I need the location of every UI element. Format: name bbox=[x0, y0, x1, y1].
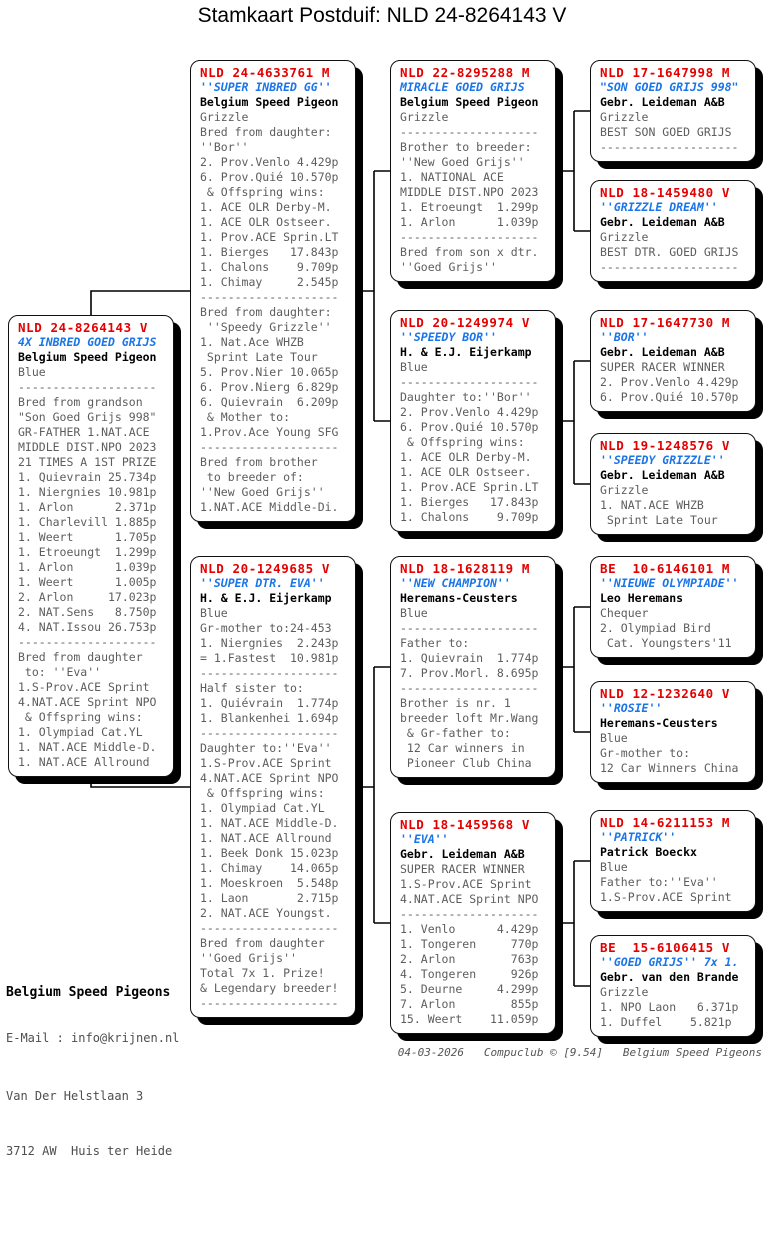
pigeon-name: ''ROSIE'' bbox=[600, 701, 663, 715]
breeder-name: Gebr. Leideman A&B bbox=[400, 847, 525, 861]
pigeon-name: ''EVA'' bbox=[400, 832, 449, 846]
pedigree-line: -------------------- bbox=[200, 440, 339, 454]
pedigree-line: -------------------- bbox=[200, 726, 339, 740]
contact-address-line2: 3712 AW Huis ter Heide bbox=[6, 1144, 173, 1158]
pedigree-line: 4.NAT.ACE Sprint NPO bbox=[200, 771, 339, 785]
pedigree-line: 1. Chimay 14.065p bbox=[200, 861, 339, 875]
pedigree-line: 1. Arlon 1.039p bbox=[18, 560, 157, 574]
pedigree-line: 2. NAT.Sens 8.750p bbox=[18, 605, 157, 619]
pedigree-line: 7. Prov.Morl. 8.695p bbox=[400, 666, 539, 680]
pedigree-line: 1. Weert 1.005p bbox=[18, 575, 157, 589]
pedigree-line: -------------------- bbox=[400, 375, 539, 389]
pedigree-line: 15. Weert 11.059p bbox=[400, 1012, 539, 1026]
pedigree-line: 1. Etroeungt 1.299p bbox=[400, 200, 539, 214]
pedigree-line: 5. Deurne 4.299p bbox=[400, 982, 539, 996]
pedigree-line: Chequer bbox=[600, 606, 649, 620]
pedigree-line: 12 Car Winners China bbox=[600, 761, 739, 775]
pedigree-line: 1. Tongeren 770p bbox=[400, 937, 539, 951]
ring-id: NLD 22-8295288 M bbox=[400, 65, 531, 80]
pedigree-line: 1. Bierges 17.843p bbox=[400, 495, 539, 509]
pedigree-line: Blue bbox=[200, 606, 228, 620]
pedigree-box-dam bbox=[190, 556, 356, 1018]
breeder-name: Gebr. Leideman A&B bbox=[600, 345, 725, 359]
breeder-name: Belgium Speed Pigeon bbox=[200, 95, 339, 109]
pedigree-line: "Son Goed Grijs 998" bbox=[18, 410, 157, 424]
pedigree-line: 1. Chimay 2.545p bbox=[200, 275, 339, 289]
ring-id: NLD 18-1459568 V bbox=[400, 817, 531, 832]
pedigree-line: 1. Prov.ACE Sprin.LT bbox=[400, 480, 539, 494]
pedigree-line: Blue bbox=[400, 606, 428, 620]
pedigree-line: 1. Chalons 9.709p bbox=[200, 260, 339, 274]
pedigree-line: 1.S-Prov.ACE Sprint bbox=[200, 756, 332, 770]
pedigree-line: 2. Prov.Venlo 4.429p bbox=[400, 405, 539, 419]
pedigree-line: SUPER RACER WINNER bbox=[400, 862, 525, 876]
pedigree-line: 12 Car winners in bbox=[400, 741, 525, 755]
pedigree-line: 1. Laon 2.715p bbox=[200, 891, 339, 905]
pedigree-line: Half sister to: bbox=[200, 681, 304, 695]
pedigree-box-dam_sire bbox=[390, 556, 556, 778]
pedigree-line: Bred from grandson bbox=[18, 395, 143, 409]
pigeon-name: ''SPEEDY BOR'' bbox=[400, 330, 497, 344]
pedigree-line: Brother is nr. 1 bbox=[400, 696, 511, 710]
pedigree-line: Bred from daughter: bbox=[200, 305, 332, 319]
pedigree-line: -------------------- bbox=[600, 140, 739, 154]
pedigree-line: 2. Arlon 17.023p bbox=[18, 590, 157, 604]
pigeon-name: ''SUPER INBRED GG'' bbox=[200, 80, 332, 94]
pedigree-box-ds_dam bbox=[590, 681, 756, 783]
ring-id: NLD 14-6211153 M bbox=[600, 815, 731, 830]
ring-id: NLD 17-1647730 M bbox=[600, 315, 731, 330]
pedigree-line: Sprint Late Tour bbox=[200, 350, 318, 364]
pedigree-line: 1. ACE OLR Derby-M. bbox=[200, 200, 332, 214]
pedigree-line: 4. Tongeren 926p bbox=[400, 967, 539, 981]
pedigree-line: 6. Prov.Quié 10.570p bbox=[400, 420, 539, 434]
pedigree-line: MIDDLE DIST.NPO 2023 bbox=[18, 440, 157, 454]
pedigree-line: Total 7x 1. Prize! bbox=[200, 966, 325, 980]
breeder-name: Patrick Boeckx bbox=[600, 845, 697, 859]
pedigree-line: 1. Prov.ACE Sprin.LT bbox=[200, 230, 339, 244]
pedigree-line: 6. Prov.Quié 10.570p bbox=[200, 170, 339, 184]
contact-name: Belgium Speed Pigeons bbox=[6, 985, 171, 1000]
footer-note: 04-03-2026 Compuclub © [9.54] Belgium Speed Pigeons bbox=[397, 1046, 762, 1059]
pigeon-name: ''SUPER DTR. EVA'' bbox=[200, 576, 325, 590]
ring-id: NLD 24-8264143 V bbox=[18, 320, 149, 335]
ring-id: NLD 18-1628119 M bbox=[400, 561, 531, 576]
breeder-name: Heremans-Ceusters bbox=[600, 716, 718, 730]
breeder-name: Gebr. van den Brande bbox=[600, 970, 739, 984]
pedigree-line: Grizzle bbox=[600, 230, 649, 244]
pedigree-line: 4. NAT.Issou 26.753p bbox=[18, 620, 157, 634]
pedigree-line: -------------------- bbox=[200, 290, 339, 304]
pedigree-line: 21 TIMES A 1ST PRIZE bbox=[18, 455, 157, 469]
pedigree-line: ''Goed Grijs'' bbox=[400, 260, 497, 274]
breeder-name: H. & E.J. Eijerkamp bbox=[200, 591, 332, 605]
pedigree-line: 1. Nat.Ace WHZB bbox=[200, 335, 304, 349]
pedigree-line: -------------------- bbox=[18, 380, 157, 394]
pedigree-line: 1. NAT.ACE WHZB bbox=[600, 498, 704, 512]
pedigree-line: Cat. Youngsters'11 bbox=[600, 636, 732, 650]
pedigree-line: 6. Prov.Nierg 6.829p bbox=[200, 380, 339, 394]
pedigree-line: 2. Prov.Venlo 4.429p bbox=[200, 155, 339, 169]
pedigree-box-sd_dam bbox=[590, 433, 756, 535]
pedigree-line: Daughter to:''Bor'' bbox=[400, 390, 532, 404]
pigeon-name: ''GRIZZLE DREAM'' bbox=[600, 200, 718, 214]
contact-address-line1: Van Der Helstlaan 3 bbox=[6, 1089, 144, 1103]
pedigree-line: 1. Duffel 5.821p bbox=[600, 1015, 732, 1029]
pedigree-line: 2. Olympiad Bird bbox=[600, 621, 711, 635]
pedigree-line: ''Bor'' bbox=[200, 140, 249, 154]
pedigree-line: & Offspring wins: bbox=[200, 786, 325, 800]
pedigree-line: 1.S-Prov.ACE Sprint bbox=[18, 680, 150, 694]
pedigree-line: Sprint Late Tour bbox=[600, 513, 718, 527]
pedigree-line: & Legendary breeder! bbox=[200, 981, 339, 995]
breeder-name: Gebr. Leideman A&B bbox=[600, 468, 725, 482]
pedigree-line: = 1.Fastest 10.981p bbox=[200, 651, 339, 665]
pedigree-line: to breeder of: bbox=[200, 470, 304, 484]
pedigree-line: Father to:''Eva'' bbox=[600, 875, 718, 889]
pedigree-line: -------------------- bbox=[400, 907, 539, 921]
pigeon-name: "SON GOED GRIJS 998" bbox=[600, 80, 739, 94]
pedigree-line: ''Speedy Grizzle'' bbox=[200, 320, 332, 334]
ring-id: BE 10-6146101 M bbox=[600, 561, 731, 576]
pedigree-box-subject bbox=[8, 315, 174, 777]
pedigree-line: -------------------- bbox=[400, 230, 539, 244]
contact-address bbox=[6, 1050, 172, 1198]
pigeon-name: 4X INBRED GOED GRIJS bbox=[18, 335, 157, 349]
pedigree-line: Father to: bbox=[400, 636, 470, 650]
pedigree-box-dd_dam bbox=[590, 935, 756, 1037]
breeder-name: H. & E.J. Eijerkamp bbox=[400, 345, 532, 359]
pedigree-line: -------------------- bbox=[400, 125, 539, 139]
pedigree-box-sire_sire bbox=[390, 60, 556, 282]
pedigree-line: 1.S-Prov.ACE Sprint bbox=[400, 877, 532, 891]
pedigree-line: Brother to breeder: bbox=[400, 140, 532, 154]
pigeon-name: ''NEW CHAMPION'' bbox=[400, 576, 511, 590]
breeder-name: Heremans-Ceusters bbox=[400, 591, 518, 605]
contact-email: E-Mail : info@krijnen.nl bbox=[6, 1031, 180, 1045]
pedigree-line: 1. NAT.ACE Allround bbox=[18, 755, 150, 769]
pedigree-line: BEST SON GOED GRIJS bbox=[600, 125, 732, 139]
pedigree-line: Grizzle bbox=[600, 483, 649, 497]
pedigree-line: 1. Moeskroen 5.548p bbox=[200, 876, 339, 890]
pedigree-line: & Gr-father to: bbox=[400, 726, 511, 740]
pedigree-line: 1. Olympiad Cat.YL bbox=[18, 725, 143, 739]
pedigree-line: BEST DTR. GOED GRIJS bbox=[600, 245, 739, 259]
pigeon-name: ''GOED GRIJS'' 7x 1. bbox=[600, 955, 739, 969]
pedigree-line: -------------------- bbox=[400, 681, 539, 695]
pedigree-line: SUPER RACER WINNER bbox=[600, 360, 725, 374]
breeder-name: Gebr. Leideman A&B bbox=[600, 215, 725, 229]
pedigree-line: & Offspring wins: bbox=[200, 185, 325, 199]
pedigree-line: GR-FATHER 1.NAT.ACE bbox=[18, 425, 150, 439]
pedigree-line: ''Goed Grijs'' bbox=[200, 951, 297, 965]
pedigree-line: & Offspring wins: bbox=[18, 710, 143, 724]
pedigree-line: -------------------- bbox=[400, 621, 539, 635]
pedigree-line: & Mother to: bbox=[200, 410, 291, 424]
pedigree-line: Grizzle bbox=[600, 985, 649, 999]
pedigree-line: -------------------- bbox=[200, 666, 339, 680]
pedigree-line: 2. NAT.ACE Youngst. bbox=[200, 906, 332, 920]
pedigree-line: 6. Quievrain 6.209p bbox=[200, 395, 339, 409]
pedigree-line: 1. ACE OLR Ostseer. bbox=[200, 215, 332, 229]
pedigree-line: 7. Arlon 855p bbox=[400, 997, 539, 1011]
breeder-name: Belgium Speed Pigeon bbox=[18, 350, 157, 364]
pedigree-line: Daughter to:''Eva'' bbox=[200, 741, 332, 755]
pedigree-box-sire_dam bbox=[390, 310, 556, 532]
pedigree-line: 4.NAT.ACE Sprint NPO bbox=[18, 695, 157, 709]
pedigree-line: Blue bbox=[600, 731, 628, 745]
pedigree-line: 1. Venlo 4.429p bbox=[400, 922, 539, 936]
pedigree-line: 1. NATIONAL ACE bbox=[400, 170, 504, 184]
pedigree-line: ''New Goed Grijs'' bbox=[400, 155, 525, 169]
pedigree-line: 1.NAT.ACE Middle-Di. bbox=[200, 500, 339, 514]
pedigree-line: 1. Quievrain 25.734p bbox=[18, 470, 157, 484]
pedigree-line: -------------------- bbox=[200, 921, 339, 935]
pedigree-line: 1. ACE OLR Ostseer. bbox=[400, 465, 532, 479]
pedigree-line: 1. NAT.ACE Middle-D. bbox=[200, 816, 339, 830]
page-title: Stamkaart Postduif: NLD 24-8264143 V bbox=[197, 4, 567, 27]
pedigree-line: Gr-mother to:24-453 bbox=[200, 621, 332, 635]
ring-id: BE 15-6106415 V bbox=[600, 940, 731, 955]
ring-id: NLD 20-1249685 V bbox=[200, 561, 331, 576]
pedigree-line: 1. Charlevill 1.885p bbox=[18, 515, 157, 529]
pigeon-name: MIRACLE GOED GRIJS bbox=[400, 80, 525, 94]
ring-id: NLD 18-1459480 V bbox=[600, 185, 731, 200]
pedigree-line: Grizzle bbox=[600, 110, 649, 124]
contact-block bbox=[6, 947, 172, 1236]
pedigree-line: Pioneer Club China bbox=[400, 756, 532, 770]
pedigree-line: 1. Weert 1.705p bbox=[18, 530, 157, 544]
pedigree-box-dam_dam bbox=[390, 812, 556, 1034]
pedigree-box-sd_sire bbox=[590, 310, 756, 412]
pedigree-line: Grizzle bbox=[400, 110, 449, 124]
pedigree-line: 1. Beek Donk 15.023p bbox=[200, 846, 339, 860]
pedigree-line: 6. Prov.Quié 10.570p bbox=[600, 390, 739, 404]
ring-id: NLD 12-1232640 V bbox=[600, 686, 731, 701]
pedigree-box-ds_sire bbox=[590, 556, 756, 658]
breeder-name: Gebr. Leideman A&B bbox=[600, 95, 725, 109]
pedigree-line: & Offspring wins: bbox=[400, 435, 525, 449]
pedigree-line: 1. Niergnies 10.981p bbox=[18, 485, 157, 499]
pedigree-line: 1. Chalons 9.709p bbox=[400, 510, 539, 524]
pedigree-line: 1. Arlon 1.039p bbox=[400, 215, 539, 229]
pedigree-line: Bred from daughter bbox=[18, 650, 143, 664]
pedigree-line: Blue bbox=[600, 860, 628, 874]
pedigree-line: -------------------- bbox=[600, 260, 739, 274]
ring-id: NLD 17-1647998 M bbox=[600, 65, 731, 80]
pedigree-line: Grizzle bbox=[200, 110, 249, 124]
pedigree-box-sire bbox=[190, 60, 356, 522]
pigeon-name: ''BOR'' bbox=[600, 330, 649, 344]
pedigree-line: 1. Quiévrain 1.774p bbox=[200, 696, 339, 710]
pedigree-line: Gr-mother to: bbox=[600, 746, 691, 760]
pedigree-line: to: ''Eva'' bbox=[18, 665, 102, 679]
breeder-name: Leo Heremans bbox=[600, 591, 684, 605]
pedigree-line: 1. ACE OLR Derby-M. bbox=[400, 450, 532, 464]
pedigree-line: -------------------- bbox=[18, 635, 157, 649]
pedigree-line: 1. NPO Laon 6.371p bbox=[600, 1000, 739, 1014]
pedigree-line: 1. Etroeungt 1.299p bbox=[18, 545, 157, 559]
pedigree-line: MIDDLE DIST.NPO 2023 bbox=[400, 185, 539, 199]
pedigree-line: 1.S-Prov.ACE Sprint bbox=[600, 890, 732, 904]
pigeon-name: ''PATRICK'' bbox=[600, 830, 677, 844]
pedigree-line: 1. NAT.ACE Allround bbox=[200, 831, 332, 845]
pedigree-box-ss_sire bbox=[590, 60, 756, 162]
pedigree-line: 1. Arlon 2.371p bbox=[18, 500, 157, 514]
pedigree-line: 4.NAT.ACE Sprint NPO bbox=[400, 892, 539, 906]
pedigree-box-dd_sire bbox=[590, 810, 756, 912]
pedigree-line: 1. NAT.ACE Middle-D. bbox=[18, 740, 157, 754]
pedigree-line: 1. Blankenhei 1.694p bbox=[200, 711, 339, 725]
pedigree-line: Blue bbox=[400, 360, 428, 374]
ring-id: NLD 24-4633761 M bbox=[200, 65, 331, 80]
pedigree-line: 1. Niergnies 2.243p bbox=[200, 636, 339, 650]
pedigree-line: Bred from daughter bbox=[200, 936, 325, 950]
pedigree-line: 1.Prov.Ace Young SFG bbox=[200, 425, 339, 439]
pedigree-line: ''New Goed Grijs'' bbox=[200, 485, 325, 499]
pedigree-line: Bred from son x dtr. bbox=[400, 245, 539, 259]
pedigree-line: -------------------- bbox=[200, 996, 339, 1010]
ring-id: NLD 20-1249974 V bbox=[400, 315, 531, 330]
pedigree-box-ss_dam bbox=[590, 180, 756, 282]
pigeon-name: ''NIEUWE OLYMPIADE'' bbox=[600, 576, 739, 590]
pedigree-line: Bred from daughter: bbox=[200, 125, 332, 139]
breeder-name: Belgium Speed Pigeon bbox=[400, 95, 539, 109]
pigeon-name: ''SPEEDY GRIZZLE'' bbox=[600, 453, 725, 467]
pedigree-line: 1. Quievrain 1.774p bbox=[400, 651, 539, 665]
pedigree-line: Bred from brother bbox=[200, 455, 318, 469]
pedigree-line: Blue bbox=[18, 365, 46, 379]
pedigree-line: 1. Bierges 17.843p bbox=[200, 245, 339, 259]
pedigree-line: 5. Prov.Nier 10.065p bbox=[200, 365, 339, 379]
ring-id: NLD 19-1248576 V bbox=[600, 438, 731, 453]
pedigree-line: 1. Olympiad Cat.YL bbox=[200, 801, 325, 815]
pedigree-line: 2. Prov.Venlo 4.429p bbox=[600, 375, 739, 389]
pedigree-line: breeder loft Mr.Wang bbox=[400, 711, 539, 725]
pedigree-line: 2. Arlon 763p bbox=[400, 952, 539, 966]
